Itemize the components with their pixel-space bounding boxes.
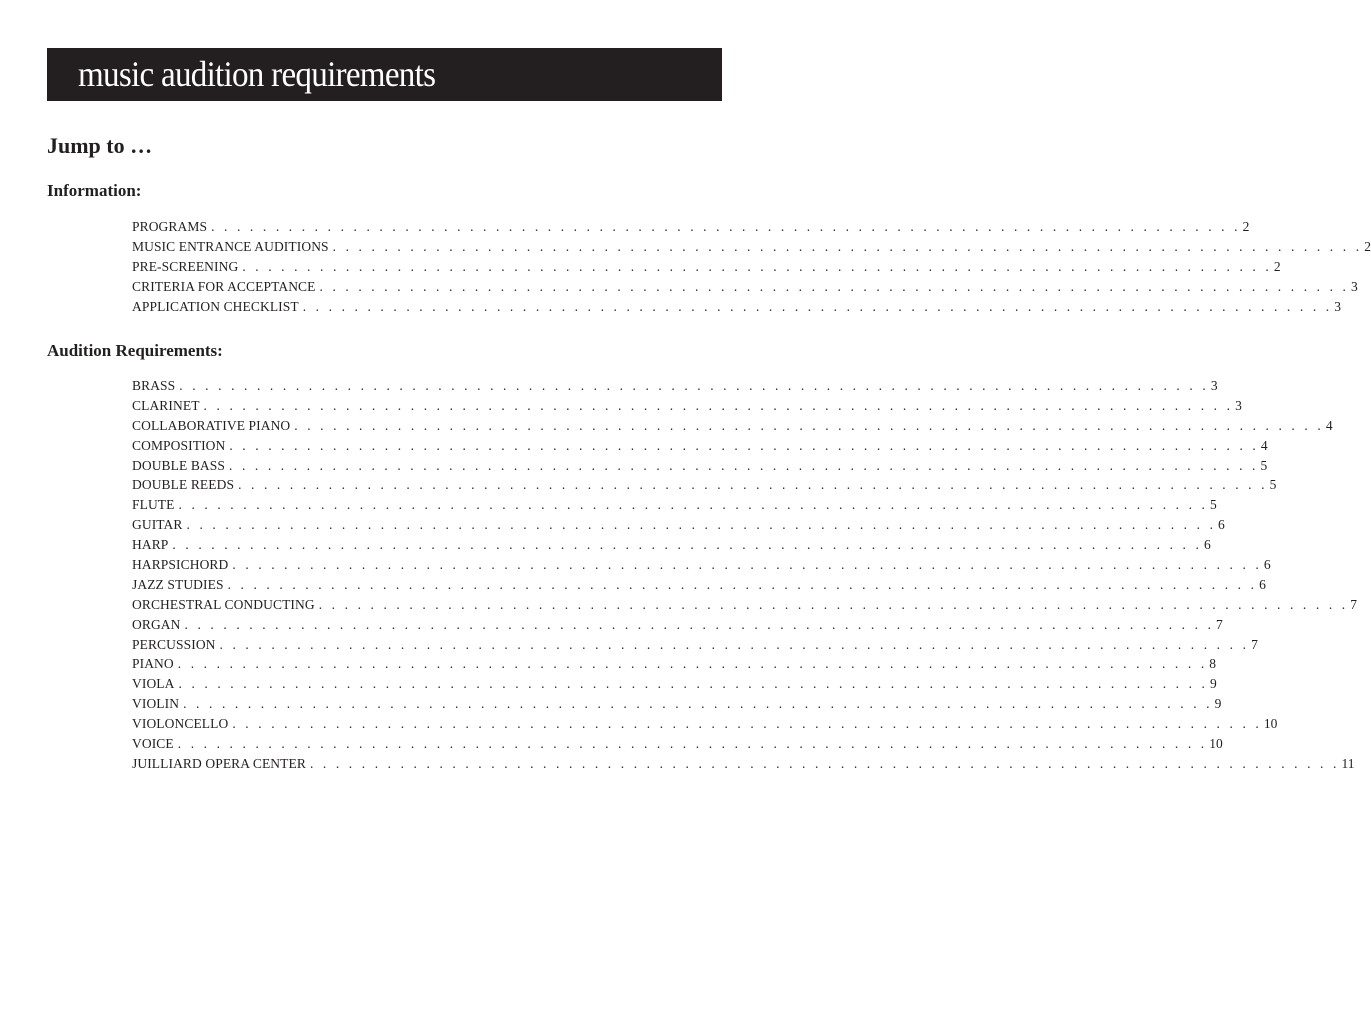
dot-leader: . . . . . . . . . . . . . . . . . . . . . . . . . . . . . . . . . . . . . . . . . . . . . . . . . . . . . . . . . . . . . . . . . . . . . . . . . . . . . . . . xyxy=(229,457,1259,473)
toc-entry-label: FLUTE xyxy=(132,497,175,513)
toc-entry-page-number: 3 xyxy=(1210,378,1218,393)
toc-entry-page-number: 4 xyxy=(1260,437,1268,453)
toc-entry-label: PERCUSSION xyxy=(132,636,216,652)
toc-entry-label: HARP xyxy=(132,537,169,553)
toc-entry-link[interactable] xyxy=(132,575,1266,595)
toc-entry-link[interactable] xyxy=(132,635,1258,655)
toc-entry-label: BRASS xyxy=(132,378,176,393)
toc-entry-link[interactable] xyxy=(132,654,1217,674)
toc-entry-label: VIOLIN xyxy=(132,696,180,712)
toc-entry-label: VIOLONCELLO xyxy=(132,716,229,732)
toc-entry-page-number: 9 xyxy=(1210,676,1217,692)
dot-leader: . . . . . . . . . . . . . . . . . . . . . . . . . . . . . . . . . . . . . . . . . . . . . . . . . . . . . . . . . . . . . . . . . . . . . . . . . . . . . . . . xyxy=(219,636,1250,652)
toc-entry-link[interactable] xyxy=(132,297,1342,317)
information-toc xyxy=(132,217,1371,316)
dot-leader: . . . . . . . . . . . . . . . . . . . . . . . . . . . . . . . . . . . . . . . . . . . . . . . . . . . . . . . . . . . . . . . . . . . . . . . . . . . . . . . . xyxy=(203,397,1234,413)
dot-leader: . . . . . . . . . . . . . . . . . . . . . . . . . . . . . . . . . . . . . . . . . . . . . . . . . . . . . . . . . . . . . . . . . . . . . . . . . . . . . . . . xyxy=(184,616,1215,632)
dot-leader: . . . . . . . . . . . . . . . . . . . . . . . . . . . . . . . . . . . . . . . . . . . . . . . . . . . . . . . . . . . . . . . . . . . . . . . . . . . . . . . . xyxy=(332,238,1363,254)
dot-leader: . . . . . . . . . . . . . . . . . . . . . . . . . . . . . . . . . . . . . . . . . . . . . . . . . . . . . . . . . . . . . . . . . . . . . . . . . . . . . . . . xyxy=(211,219,1241,234)
toc-entry-page-number: 6 xyxy=(1218,517,1225,533)
dot-leader: . . . . . . . . . . . . . . . . . . . . . . . . . . . . . . . . . . . . . . . . . . . . . . . . . . . . . . . . . . . . . . . . . . . . . . . . . . . . . . . . xyxy=(309,755,1340,771)
toc-entry-link[interactable] xyxy=(132,456,1268,476)
toc-entry-page-number: 5 xyxy=(1260,457,1268,473)
toc-entry-link[interactable] xyxy=(132,595,1358,615)
toc-entry-label: ORCHESTRAL CONDUCTING xyxy=(132,596,315,612)
dot-leader: . . . . . . . . . . . . . . . . . . . . . . . . . . . . . . . . . . . . . . . . . . . . . . . . . . . . . . . . . . . . . . . . . . . . . . . . . . . . . . . . xyxy=(178,497,1209,513)
toc-entry-link[interactable] xyxy=(132,555,1271,575)
toc-entry-page-number: 2 xyxy=(1242,219,1250,234)
dot-leader: . . . . . . . . . . . . . . . . . . . . . . . . . . . . . . . . . . . . . . . . . . . . . . . . . . . . . . . . . . . . . . . . . . . . . . . . . . . . . . . . xyxy=(186,517,1217,533)
toc-entry-link[interactable] xyxy=(132,674,1217,694)
toc-entry-label: GUITAR xyxy=(132,517,183,533)
toc-entry-label: APPLICATION CHECKLIST xyxy=(132,298,299,314)
toc-entry-label: JUILLIARD OPERA CENTER xyxy=(132,755,306,771)
toc-entry-link[interactable] xyxy=(132,535,1211,555)
toc-entry-label: PRE-SCREENING xyxy=(132,258,239,274)
toc-entry-page-number: 4 xyxy=(1325,417,1333,433)
toc-entry-page-number: 6 xyxy=(1263,557,1271,573)
toc-entry-page-number: 6 xyxy=(1259,576,1266,592)
document-title: music audition requirements xyxy=(78,54,436,94)
toc-entry-label: DOUBLE REEDS xyxy=(132,477,235,493)
dot-leader: . . . . . . . . . . . . . . . . . . . . . . . . . . . . . . . . . . . . . . . . . . . . . . . . . . . . . . . . . . . . . . . . . . . . . . . . . . . . . . . . xyxy=(319,278,1350,294)
toc-entry-label: PIANO xyxy=(132,656,174,672)
dot-leader: . . . . . . . . . . . . . . . . . . . . . . . . . . . . . . . . . . . . . . . . . . . . . . . . . . . . . . . . . . . . . . . . . . . . . . . . . . . . . . . . xyxy=(232,557,1262,573)
toc-entry-page-number: 3 xyxy=(1351,278,1358,294)
toc-entry-link[interactable] xyxy=(132,515,1225,535)
dot-leader: . . . . . . . . . . . . . . . . . . . . . . . . . . . . . . . . . . . . . . . . . . . . . . . . . . . . . . . . . . . . . . . . . . . . . . . . . . . . . . . . xyxy=(294,417,1324,433)
toc-entry-page-number: 7 xyxy=(1216,616,1223,632)
dot-leader: . . . . . . . . . . . . . . . . . . . . . . . . . . . . . . . . . . . . . . . . . . . . . . . . . . . . . . . . . . . . . . . . . . . . . . . . . . . . . . . . xyxy=(227,576,1258,592)
toc-entry-link[interactable] xyxy=(132,495,1217,515)
toc-entry-page-number: 8 xyxy=(1209,656,1217,672)
toc-entry-label: DOUBLE BASS xyxy=(132,457,225,473)
information-heading: Information: xyxy=(47,181,142,200)
audition-requirements-heading: Audition Requirements: xyxy=(47,341,223,360)
toc-entry-page-number: 3 xyxy=(1334,298,1342,314)
dot-leader: . . . . . . . . . . . . . . . . . . . . . . . . . . . . . . . . . . . . . . . . . . . . . . . . . . . . . . . . . . . . . . . . . . . . . . . . . . . . . . . . xyxy=(183,696,1213,712)
toc-entry-link[interactable] xyxy=(132,754,1355,774)
toc-entry-link[interactable] xyxy=(132,237,1371,257)
toc-entry-page-number: 3 xyxy=(1235,397,1242,413)
toc-entry-page-number: 7 xyxy=(1350,596,1358,612)
dot-leader: . . . . . . . . . . . . . . . . . . . . . . . . . . . . . . . . . . . . . . . . . . . . . . . . . . . . . . . . . . . . . . . . . . . . . . . . . . . . . . . . xyxy=(229,437,1259,453)
toc-entry-link[interactable] xyxy=(132,694,1222,714)
toc-entry-label: ORGAN xyxy=(132,616,181,632)
dot-leader: . . . . . . . . . . . . . . . . . . . . . . . . . . . . . . . . . . . . . . . . . . . . . . . . . . . . . . . . . . . . . . . . . . . . . . . . . . . . . . . . xyxy=(172,537,1202,553)
toc-entry-label: CLARINET xyxy=(132,397,200,413)
toc-entry-link[interactable] xyxy=(132,615,1223,635)
toc-entry-page-number: 7 xyxy=(1251,636,1258,652)
dot-leader: . . . . . . . . . . . . . . . . . . . . . . . . . . . . . . . . . . . . . . . . . . . . . . . . . . . . . . . . . . . . . . . . . . . . . . . . . . . . . . . . xyxy=(242,258,1272,274)
toc-entry-link[interactable] xyxy=(132,396,1242,416)
dot-leader: . . . . . . . . . . . . . . . . . . . . . . . . . . . . . . . . . . . . . . . . . . . . . . . . . . . . . . . . . . . . . . . . . . . . . . . . . . . . . . . . xyxy=(178,676,1209,692)
title-banner xyxy=(47,48,722,101)
toc-entry-label: PROGRAMS xyxy=(132,219,208,234)
toc-entry-page-number: 11 xyxy=(1341,755,1355,771)
toc-entry-page-number: 5 xyxy=(1269,477,1277,493)
audition-requirements-toc xyxy=(132,376,1358,774)
toc-entry-label: VOICE xyxy=(132,736,174,752)
dot-leader: . . . . . . . . . . . . . . . . . . . . . . . . . . . . . . . . . . . . . . . . . . . . . . . . . . . . . . . . . . . . . . . . . . . . . . . . . . . . . . . . xyxy=(232,716,1262,732)
toc-entry-label: CRITERIA FOR ACCEPTANCE xyxy=(132,278,316,294)
dot-leader: . . . . . . . . . . . . . . . . . . . . . . . . . . . . . . . . . . . . . . . . . . . . . . . . . . . . . . . . . . . . . . . . . . . . . . . . . . . . . . . . xyxy=(177,656,1208,672)
toc-entry-label: VIOLA xyxy=(132,676,175,692)
toc-entry-page-number: 2 xyxy=(1364,238,1371,254)
toc-entry-link[interactable] xyxy=(132,217,1250,237)
dot-leader: . . . . . . . . . . . . . . . . . . . . . . . . . . . . . . . . . . . . . . . . . . . . . . . . . . . . . . . . . . . . . . . . . . . . . . . . . . . . . . . . xyxy=(179,378,1209,393)
toc-entry-link[interactable] xyxy=(132,734,1223,754)
toc-entry-link[interactable] xyxy=(132,436,1268,456)
toc-entry-link[interactable] xyxy=(132,714,1278,734)
dot-leader: . . . . . . . . . . . . . . . . . . . . . . . . . . . . . . . . . . . . . . . . . . . . . . . . . . . . . . . . . . . . . . . . . . . . . . . . . . . . . . . . xyxy=(302,298,1333,314)
toc-entry-page-number: 10 xyxy=(1263,716,1278,732)
dot-leader: . . . . . . . . . . . . . . . . . . . . . . . . . . . . . . . . . . . . . . . . . . . . . . . . . . . . . . . . . . . . . . . . . . . . . . . . . . . . . . . . xyxy=(238,477,1268,493)
toc-entry-link[interactable] xyxy=(132,277,1358,297)
toc-entry-page-number: 10 xyxy=(1209,736,1223,752)
toc-entry-label: JAZZ STUDIES xyxy=(132,576,224,592)
toc-entry-link[interactable] xyxy=(132,257,1281,277)
dot-leader: . . . . . . . . . . . . . . . . . . . . . . . . . . . . . . . . . . . . . . . . . . . . . . . . . . . . . . . . . . . . . . . . . . . . . . . . . . . . . . . . xyxy=(177,736,1208,752)
dot-leader: . . . . . . . . . . . . . . . . . . . . . . . . . . . . . . . . . . . . . . . . . . . . . . . . . . . . . . . . . . . . . . . . . . . . . . . . . . . . . . . . xyxy=(318,596,1349,612)
toc-entry-link[interactable] xyxy=(132,475,1277,495)
toc-entry-link[interactable] xyxy=(132,376,1218,396)
toc-entry-link[interactable] xyxy=(132,416,1333,436)
toc-entry-label: COLLABORATIVE PIANO xyxy=(132,417,291,433)
toc-entry-label: COMPOSITION xyxy=(132,437,226,453)
toc-entry-label: MUSIC ENTRANCE AUDITIONS xyxy=(132,238,329,254)
toc-entry-page-number: 5 xyxy=(1210,497,1217,513)
toc-entry-page-number: 6 xyxy=(1203,537,1211,553)
toc-entry-page-number: 2 xyxy=(1273,258,1281,274)
toc-entry-page-number: 9 xyxy=(1214,696,1222,712)
toc-entry-label: HARPSICHORD xyxy=(132,557,229,573)
jump-heading: Jump to … xyxy=(47,133,153,158)
